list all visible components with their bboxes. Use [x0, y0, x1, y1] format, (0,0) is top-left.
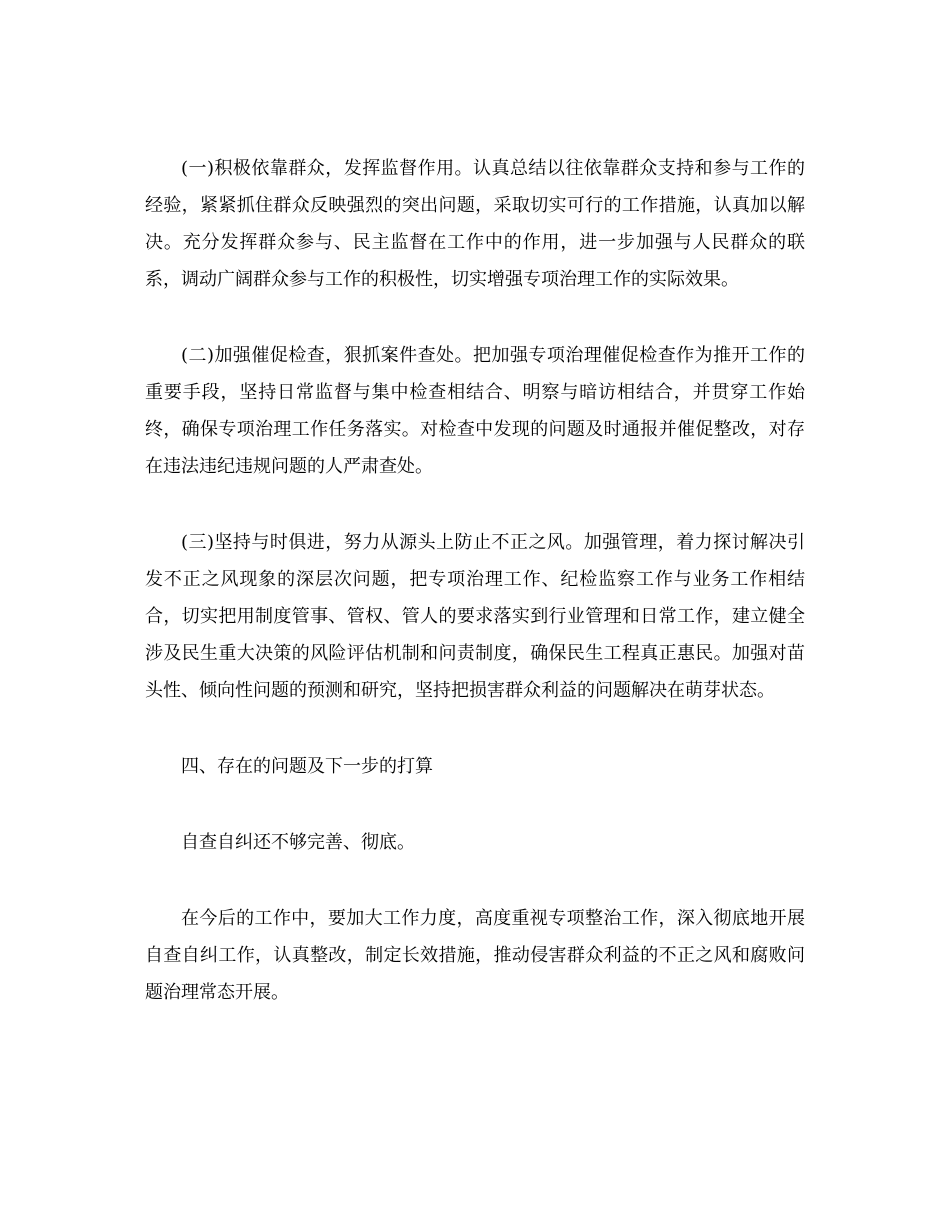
document-body: [145, 150, 805, 1011]
paragraph-next-steps: 在今后的工作中，要加大工作力度，高度重视专项整治工作，深入彻底地开展自查自纠工作，认真整改，制定长效措施，推动侵害群众利益的不正之风和腐败问题治理常态开展。: [145, 908, 805, 1003]
paragraph-source-prevention: (三)坚持与时俱进，努力从源头上防止不正之风。加强管理，着力探讨解决引发不正之风现象的深层次问题，把专项治理工作、纪检监察工作与业务工作相结合，切实把用制度管事、管权、管人的要求落实到行业管理和日常工作，建立健全涉及民生重大决策的风险评估机制和问责制度，确保民生工程真正惠民。加强对苗头性、倾向性问题的预测和研究，坚持把损害群众利益的问题解决在萌芽状态。: [145, 532, 805, 701]
paragraph-inspection: (二)加强催促检查，狠抓案件查处。把加强专项治理催促检查作为推开工作的重要手段，坚持日常监督与集中检查相结合、明察与暗访相结合，并贯穿工作始终，确保专项治理工作任务落实。对检查中发现的问题及时通报并催促整改，对存在违法违纪违规问题的人严肃查处。: [145, 345, 805, 477]
paragraph-problem: 自查自纠还不够完善、彻底。: [181, 832, 415, 853]
paragraph-supervision: (一)积极依靠群众，发挥监督作用。认真总结以往依靠群众支持和参与工作的经验，紧紧抓住群众反映强烈的突出问题，采取切实可行的工作措施，认真加以解决。充分发挥群众参与、民主监督在工作中的作用，进一步加强与人民群众的联系，调动广阔群众参与工作的积极性，切实增强专项治理工作的实际效果。: [145, 158, 805, 290]
section-heading-problems: 四、存在的问题及下一步的打算: [181, 756, 433, 777]
